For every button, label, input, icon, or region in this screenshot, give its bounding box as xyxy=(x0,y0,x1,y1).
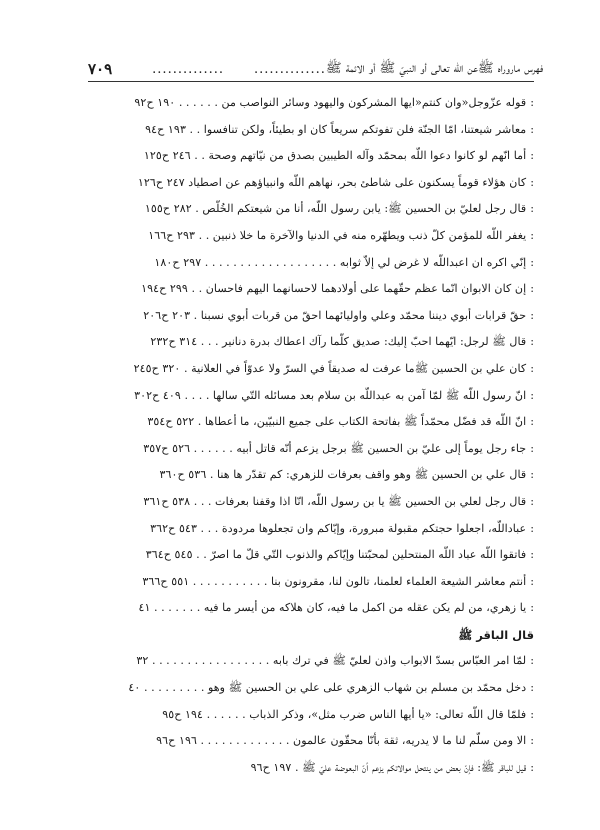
index-entry: :إن كان الابوان انّما عظم حقّهما على أولادهما لاحسانهما اليهم فاحسان . . ٢٩٩ ح١٩٤ xyxy=(141,282,534,296)
index-entry: :جاء رجل يوماً إلى عليّ بن الحسين ﷺ برجل يزعم أنّه قاتل أبيه . . . . . . ٥٢٦ ح٣٥٧ xyxy=(143,441,534,455)
index-entry: :قال رجل لعلي بن الحسين ﷺ يا بن رسول اللّه، انّا اذا وقفنا بعرفات . . . ٥٣٨ ح٣٦١ xyxy=(143,494,534,508)
index-entry: :الا ومن سلّم لنا ما لا يدريه، ثقة بأنّا محقّون عالمون . . . . . . . . . . . . . ١٩٦ ح٩٦ xyxy=(156,734,534,748)
index-entry: :حقّ قرابات أبوي ديننا محمّد وعلي واوليائهما احقّ من قربات أبوي نسبنا . ٢٠٣ ح٢٠٦ xyxy=(143,308,534,322)
index-entry: :يغفر اللّه للمؤمن كلّ ذنب ويطهّره منه في الدنيا والآخرة ما خلا ذنبين . . ٢٩٣ ح١٦٦ xyxy=(148,228,534,242)
index-entry: :قوله عزّوجل«وان كنتم«ايها المشركون واليهود وسائر النواصب من . . . . . . ١٩٠ ح٩٢ xyxy=(134,96,534,109)
index-entry: :انّ اللّه قد فضّل محمّداً ﷺ بفاتحة الكتاب على جميع النبيّين، ما أعطاها . ٥٢٢ ح٣٥٤ xyxy=(147,415,534,429)
header-dots-left: .............. xyxy=(152,61,225,77)
running-title: فهرس ماروراه ﷺعن اللّه تعالى أو النبيّ ﷺ أو الائمة ﷺ xyxy=(325,60,544,76)
index-entry: :كان علي بن الحسين ﷺما عرفت له صديقاً في السرّ ولا عدوّاً في العلانية . ٣٢٠ ح٢٤٥ xyxy=(133,361,534,375)
header-rule xyxy=(88,81,534,82)
index-entry: :دخل محمّد بن مسلم بن شهاب الزهري على علي بن الحسين ﷺ وهو . . . . . . . . . ٤٠ xyxy=(128,681,534,695)
index-entry: :عباداللّه، اجعلوا حجتكم مقبولة مبرورة، وإيّاكم وان تجعلوها مردودة . . . ٥٤٣ ح٣٦٢ xyxy=(150,521,534,535)
index-entry: :كان هؤلاء قوماً يسكنون على شاطئ بحر، نهاهم اللّه وانبياؤهم عن اصطياد ٢٤٧ ح١٢٦ xyxy=(137,175,534,189)
index-entry: :قال رجل لعليّ بن الحسين ﷺ: يابن رسول اللّه، أنا من شيعتكم الخُلّص . ٢٨٢ ح١٥٥ xyxy=(144,202,534,216)
page-number: ٧٠٩ xyxy=(88,60,113,78)
section-heading: قال الباقر ﷺ xyxy=(458,627,534,642)
index-list xyxy=(88,90,534,781)
index-entry: :انّ رسول اللّه ﷺ لمّا آمن به عبداللّه بن سلام بعد مسائله التّي سالها . . . . ٤٠٩ ح٣٠٢ xyxy=(134,388,534,402)
page-header xyxy=(88,58,544,80)
index-entry: :قيل للباقر ﷺ: فإنّ بعض من ينتحل موالاتكم يزعم أنّ البعوضة عليّ ﷺ . ١٩٧ ح٩٦ xyxy=(250,760,534,774)
index-entry: :قال علي بن الحسين ﷺ وهو واقف بعرفات للزهري: كم تقدّر ها هنا . ٥٣٦ ح٣٦٠ xyxy=(159,468,534,482)
header-dots-right: .............. xyxy=(254,61,326,77)
index-entry: :فاتقوا اللّه عباد اللّه المنتحلين لمحبّتنا وإيّاكم والذنوب التّي قلّ ما اصرّ . . ٥٤٥ ح٣٦٤ xyxy=(145,548,534,562)
index-entry: :فلمّا قال اللّه تعالى: «يا أيها الناس ضرب مثل»، وذكر الذباب . . . . . . ١٩٤ ح٩٥ xyxy=(162,707,534,721)
index-entry: :يا زهري، من لم يكن عقله من اكمل ما فيه، كان هلاكه من أيسر ما فيه . . . . . . . ٤١ xyxy=(138,601,534,615)
index-entry: :معاشر شيعتنا، امّا الجنّة فلن تفوتكم سريعاً كان او بطيئاً، ولكن تنافسوا . . ١٩٣ ح٩٤ xyxy=(145,122,534,136)
index-entry: :إنّي اكره ان اعبداللّه لا غرض لي إلاّ ثوابه . . . . . . . . . . . . . . . . . . . ٢٩٧ ح١٨٠ xyxy=(154,255,534,269)
index-entry: :أما انّهم لو كانوا دعوا اللّه بمحمّد وآله الطيبين بصدق من نيّاتهم وصحة . . ٢٤٦ ح١٢٥ xyxy=(143,149,534,163)
index-entry: :لمّا امر العبّاس بسدّ الابواب واذن لعليّ ﷺ في ترك بابه . . . . . . . . . . . . . . . . . ٣٢ xyxy=(136,654,534,668)
index-entry: :قال ﷺ لرجل: ايّهما احبّ إليك: صديق كلّما رآك اعطاك بدرة دنانير . . . ٣١٤ ح٢٣٢ xyxy=(150,335,534,349)
index-entry: :أنتم معاشر الشيعة العلماء لعلمنا، تالون لنا، مقرونون بنا . . . . . . . . . . . ٥٥١ ح٣٦٦ xyxy=(142,574,534,588)
